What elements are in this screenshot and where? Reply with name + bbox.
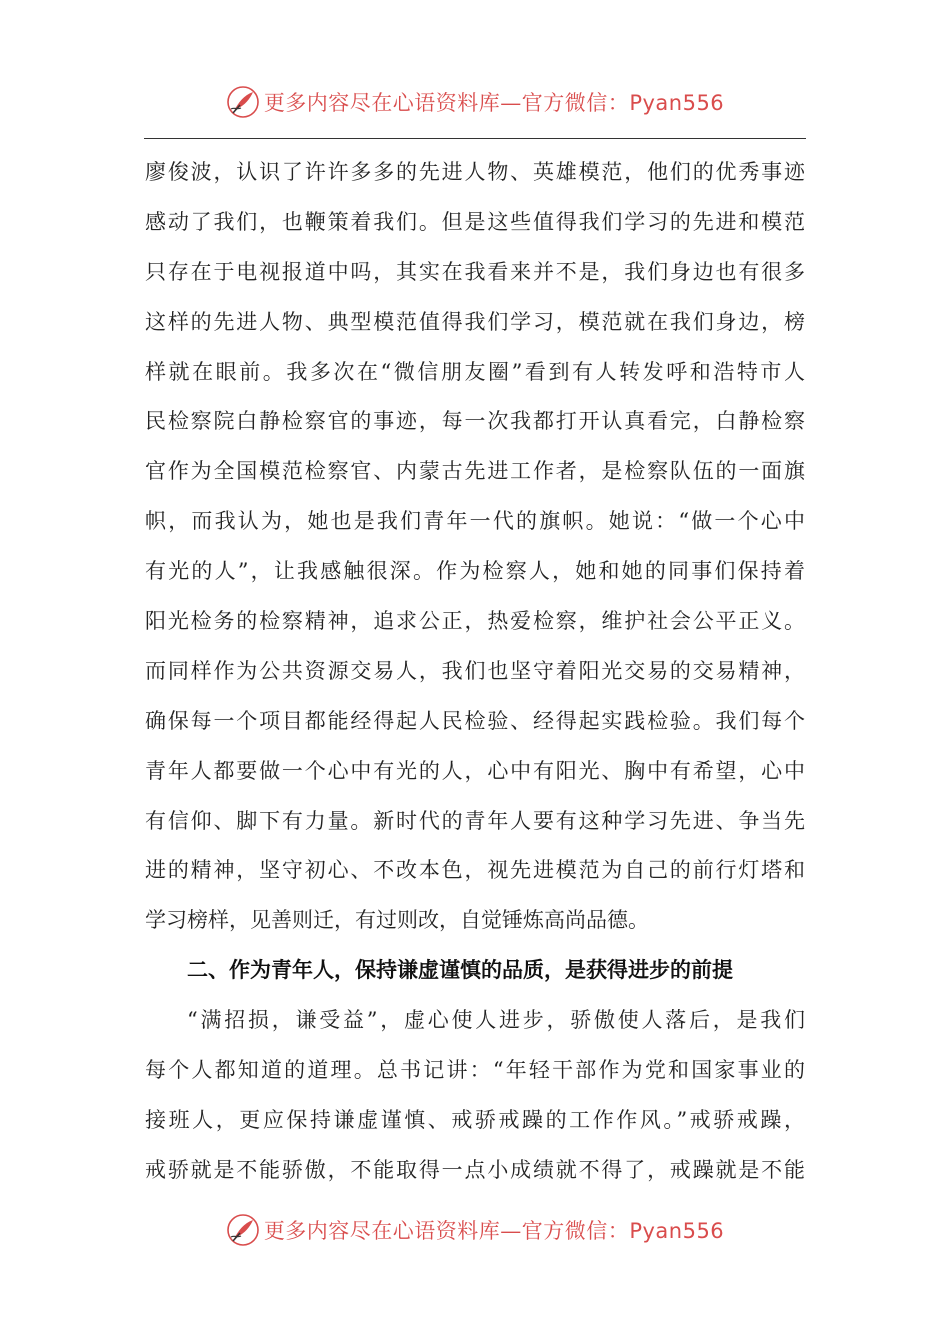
- body-line: 确保每一个项目都能经得起人民检验、经得起实践检验。我们每个: [145, 708, 805, 733]
- body-line: 接班人，更应保持谦虚谨慎、戒骄戒躁的工作作风。”戒骄戒躁，: [145, 1107, 805, 1132]
- header-wechat-id: Pyan556: [629, 91, 725, 115]
- footer-wechat-id: Pyan556: [629, 1219, 725, 1243]
- body-line: 这样的先进人物、典型模范值得我们学习，模范就在我们身边，榜: [145, 309, 805, 334]
- body-line: 感动了我们，也鞭策着我们。但是这些值得我们学习的先进和模范: [145, 209, 805, 234]
- header-divider: [144, 138, 806, 139]
- body-line: 进的精神，坚守初心、不改本色，视先进模范为自己的前行灯塔和: [145, 858, 805, 883]
- body-line: 廖俊波，认识了许许多多的先进人物、英雄模范，他们的优秀事迹: [145, 160, 805, 184]
- body-line: 只存在于电视报道中吗，其实在我看来并不是，我们身边也有很多: [145, 259, 805, 284]
- body-line: 有光的人”，让我感触很深。作为检察人，她和她的同事们保持着: [145, 559, 805, 584]
- body-line: 有信仰、脚下有力量。新时代的青年人要有这种学习先进、争当先: [145, 808, 805, 833]
- footer-banner-label: 更多内容尽在心语资料库—官方微信：: [263, 1219, 630, 1243]
- footer-banner: [0, 1208, 950, 1252]
- body-line: 帜，而我认为，她也是我们青年一代的旗帜。她说：“做一个心中: [145, 509, 805, 534]
- body-line: 青年人都要做一个心中有光的人，心中有阳光、胸中有希望，心中: [145, 758, 805, 783]
- body-line: 阳光检务的检察精神，追求公正，热爱检察，维护社会公平正义。: [145, 609, 805, 634]
- body-line: 官作为全国模范检察官、内蒙古先进工作者，是检察队伍的一面旗: [145, 459, 805, 484]
- quill-logo-icon: [226, 85, 260, 119]
- body-line: 而同样作为公共资源交易人，我们也坚守着阳光交易的交易精神，: [145, 658, 805, 683]
- header-banner-label: 更多内容尽在心语资料库—官方微信：: [263, 91, 630, 115]
- body-line: “满招损，谦受益”，虚心使人进步，骄傲使人落后，是我们: [187, 1008, 805, 1033]
- header-banner: [0, 80, 950, 124]
- body-line: 戒骄就是不能骄傲，不能取得一点小成绩就不得了，戒躁就是不能: [145, 1157, 805, 1182]
- body-line: 每个人都知道的道理。总书记讲：“年轻干部作为党和国家事业的: [145, 1058, 805, 1083]
- section-heading: 二、作为青年人，保持谦虚谨慎的品质，是获得进步的前提: [187, 958, 733, 983]
- document-body: [145, 148, 805, 1196]
- quill-logo-icon: [226, 1213, 260, 1247]
- body-line: 样就在眼前。我多次在“微信朋友圈”看到有人转发呼和浩特市人: [145, 359, 805, 384]
- footer-banner-text: [264, 1215, 724, 1245]
- body-line: 民检察院白静检察官的事迹，每一次我都打开认真看完，白静检察: [145, 409, 805, 434]
- body-line: 学习榜样，见善则迁，有过则改，自觉锤炼高尚品德。: [145, 908, 649, 933]
- header-banner-text: [264, 87, 724, 117]
